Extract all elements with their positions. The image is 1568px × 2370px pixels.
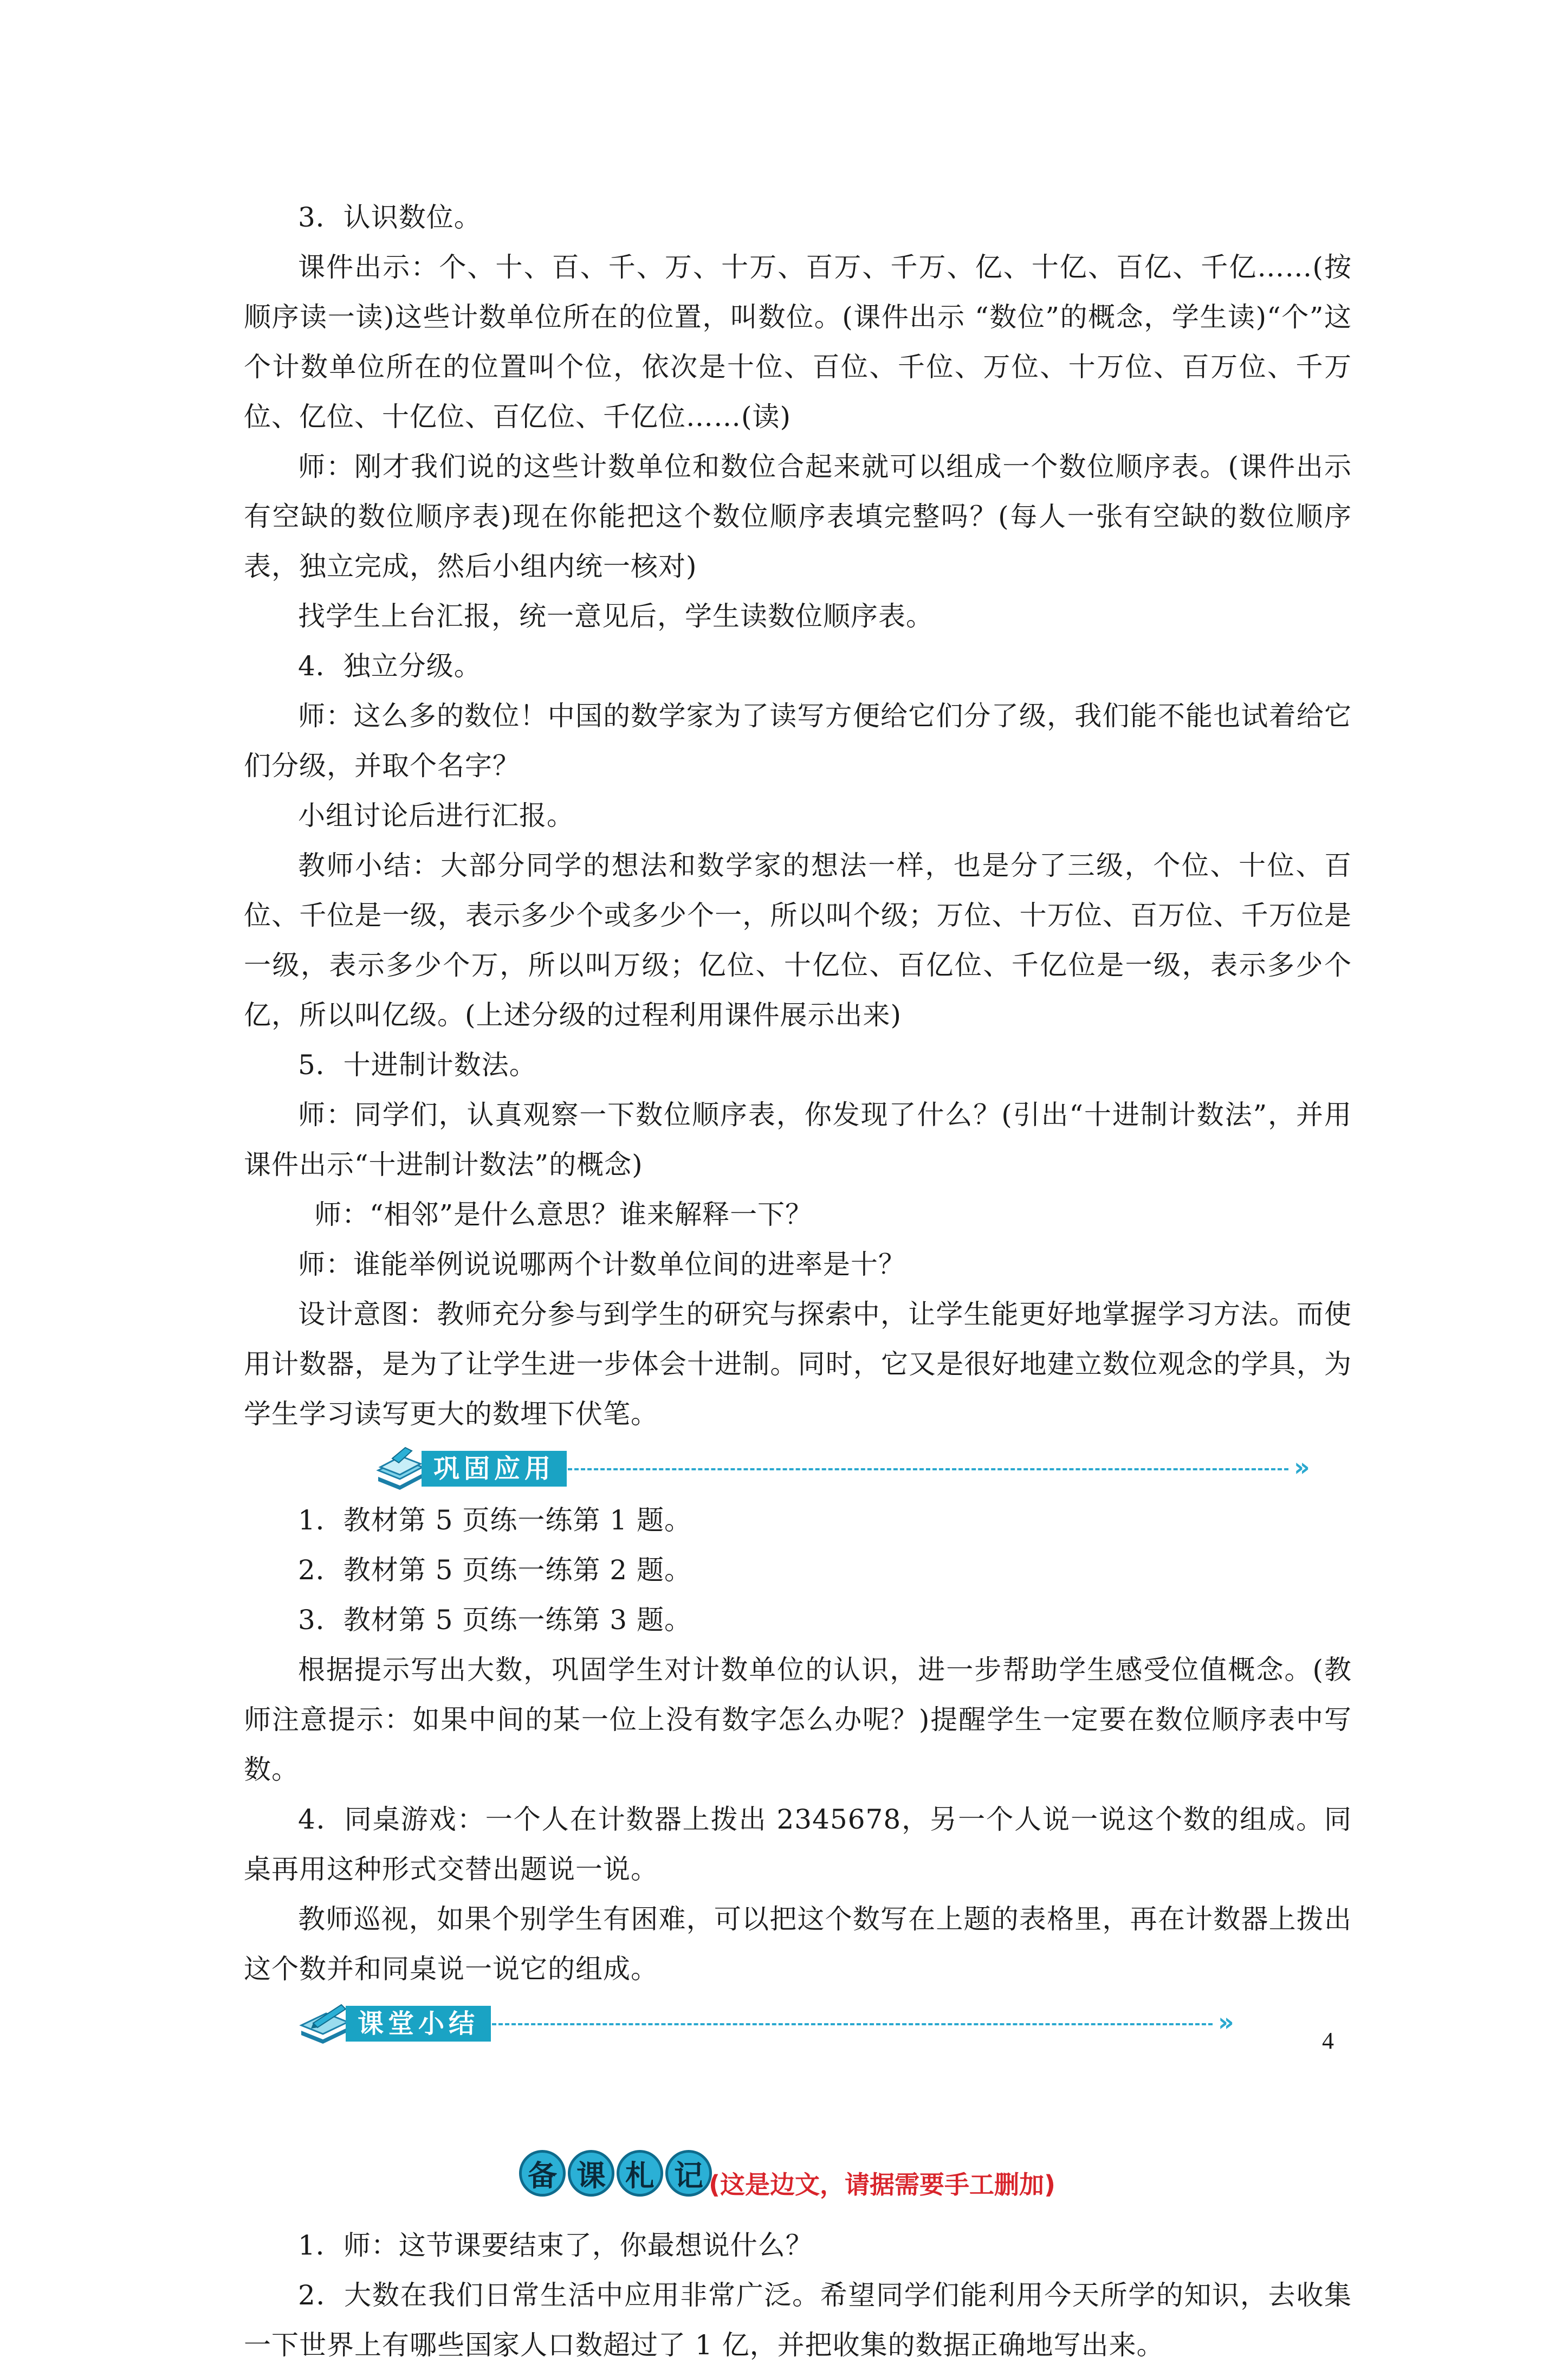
title-char: 札 bbox=[617, 2150, 663, 2197]
paragraph: 师：谁能举例说说哪两个计数单位间的进率是十？ bbox=[298, 1249, 906, 1280]
title-char: 记 bbox=[665, 2150, 712, 2197]
section-title: 课堂小结 bbox=[346, 2006, 491, 2042]
paragraph: 师：同学们，认真观察一下数位顺序表，你发现了什么？(引出“十进制计数法”，并用课件出示“十进制计数法”的概念) bbox=[244, 1099, 1352, 1180]
paragraph: 教师巡视，如果个别学生有困难，可以把这个数写在上题的表格里，再在计数器上拨出这个数并和同桌说一说它的组成。 bbox=[244, 1903, 1352, 1985]
paragraph: 师：“相邻”是什么意思？谁来解释一下？ bbox=[314, 1199, 813, 1230]
paragraph: 教师小结：大部分同学的想法和数学家的想法一样，也是分了三级，个位、十位、百位、千位是一级，表示多少个或多少个一，所以叫个级；万位、十万位、百万位、千万位是一级，表示多少个万，所以叫万级；亿位、十亿位、百亿位、千亿位是一级，表示多少个亿，所以叫亿级。(上述分级的过程利用课件展示出来) bbox=[244, 850, 1352, 1031]
paragraph: 2．大数在我们日常生活中应用非常广泛。希望同学们能利用今天所学的知识，去收集一下世界上有哪些国家人口数超过了 1 亿，并把收集的数据正确地写出来。 bbox=[244, 2279, 1352, 2361]
paragraph: 4．独立分级。 bbox=[298, 650, 482, 682]
title-char: 备 bbox=[519, 2150, 566, 2197]
section-title: 巩固应用 bbox=[422, 1451, 567, 1487]
section-header-consolidation bbox=[244, 1443, 1352, 1492]
paragraph: 课件出示：个、十、百、千、万、十万、百万、千万、亿、十亿、百亿、千亿……(按顺序读一读)这些计数单位所在的位置，叫数位。(课件出示 “数位”的概念，学生读)“个”这个计数单位所在的位置叫个位，依次是十位、百位、千位、万位、十万位、百万位、千万位、亿位、十亿位、百亿位、千亿位……(读) bbox=[244, 251, 1352, 432]
lesson-notes-header bbox=[244, 2139, 1352, 2220]
paragraph: 师：这么多的数位！中国的数学家为了读写方便给它们分了级，我们能不能也试着给它们分级，并取个名字？ bbox=[244, 700, 1352, 782]
page-content bbox=[244, 192, 1352, 2370]
paragraph: 4．同桌游戏：一个人在计数器上拨出 2345678，另一个人说一说这个数的组成。同桌再用这种形式交替出题说一说。 bbox=[244, 1804, 1352, 1885]
paragraph: 师：刚才我们说的这些计数单位和数位合起来就可以组成一个数位顺序表。(课件出示有空缺的数位顺序表)现在你能把这个数位顺序表填完整吗？(每人一张有空缺的数位顺序表，独立完成，然后小组内统一核对) bbox=[244, 451, 1352, 582]
paragraph: 1．教材第 5 页练一练第 1 题。 bbox=[298, 1504, 692, 1536]
section-header-summary bbox=[244, 1998, 1352, 2047]
dashed-divider bbox=[492, 2023, 1213, 2025]
paragraph: 找学生上台汇报，统一意见后，学生读数位顺序表。 bbox=[298, 600, 934, 632]
paragraph: 3．认识数位。 bbox=[298, 202, 482, 233]
paragraph: 设计意图：教师充分参与到学生的研究与探索中，让学生能更好地掌握学习方法。而使用计数器，是为了让学生进一步体会十进制。同时，它又是很好地建立数位观念的学具，为学生学习读写更大的数埋下伏笔。 bbox=[244, 1299, 1352, 1430]
double-chevron-icon: » bbox=[1294, 1452, 1310, 1482]
double-chevron-icon: » bbox=[1218, 2007, 1234, 2037]
paragraph: 小组讨论后进行汇报。 bbox=[298, 800, 574, 831]
margin-note: (这是边文，请据需要手工删加) bbox=[709, 2170, 1056, 2199]
paragraph: 1．师：这节课要结束了，你最想说什么？ bbox=[298, 2230, 813, 2261]
paragraph: 根据提示写出大数，巩固学生对计数单位的认识，进一步帮助学生感受位值概念。(教师注意提示：如果中间的某一位上没有数字怎么办呢？)提醒学生一定要在数位顺序表中写数。 bbox=[244, 1654, 1352, 1785]
paragraph: 5．十进制计数法。 bbox=[298, 1049, 537, 1081]
paragraph: 2．教材第 5 页练一练第 2 题。 bbox=[298, 1554, 692, 1586]
lesson-notes-title bbox=[519, 2150, 712, 2197]
book-stack-icon bbox=[374, 1445, 426, 1490]
paragraph: 3．教材第 5 页练一练第 3 题。 bbox=[298, 1604, 692, 1636]
dashed-divider bbox=[568, 1468, 1288, 1470]
page-number: 4 bbox=[1322, 2027, 1334, 2054]
pencil-book-icon bbox=[298, 2000, 350, 2045]
title-char: 课 bbox=[568, 2150, 614, 2197]
